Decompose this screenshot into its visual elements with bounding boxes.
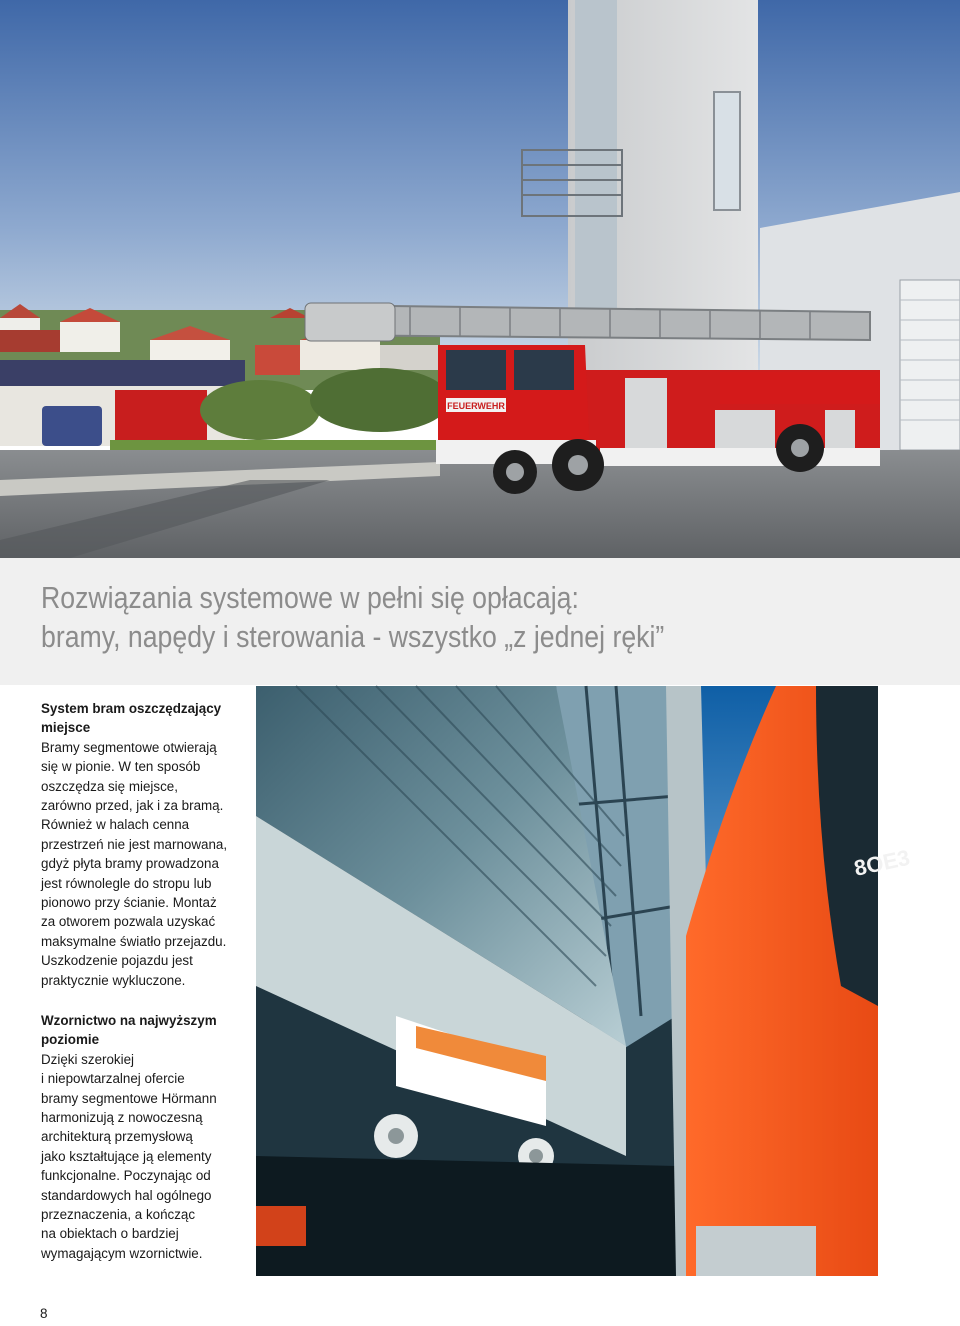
section-body: Dzięki szerokiej i niepowtarzalnej ofercie bramy segmentowe Hörmann harmonizują z nowoczesną architekturą przemysłową jako kształtujące ją elementy funkcjonalne. Poczynając od standardowych hal ogólnego przeznaczenia, a kończąc na obiektach o bardziej wymagającym wzornictwie. (41, 1051, 217, 1261)
headline-line-1: Rozwiązania systemowe w pełni się opłacają: (41, 580, 579, 615)
section-title: Wzornictwo na najwyższym poziomie (41, 1013, 217, 1048)
sectional-door-illustration (256, 686, 913, 1276)
hero-photo (0, 0, 960, 558)
truck-model-lettering: 8OE3 (851, 844, 913, 881)
section-design (41, 1011, 241, 1263)
section-title: System bram oszczędzający miejsce (41, 701, 222, 736)
fire-station-illustration (0, 0, 960, 558)
headline-line-2: bramy, napędy i sterowania - wszystko „z jednej ręki” (41, 619, 665, 654)
section-space-saving (41, 699, 241, 990)
truck-lettering: FEUERWEHR (447, 401, 505, 411)
section-body: Bramy segmentowe otwierają się w pionie. W ten sposób oszczędza się miejsce, zarówno przed, jak i za bramą. Również w halach cenna przestrzeń nie jest marnowana, gdyż płyta bramy prowadzona jest równolegle do stropu lub pionowo przy ścianie. Montaż za otworem pozwala uzyskać maksymalne światło przejazdu. Uszkodzenie pojazdu jest praktycznie wykluczone. (41, 739, 228, 988)
door-detail-photo (256, 686, 913, 1276)
page-number: 8 (40, 1306, 48, 1321)
